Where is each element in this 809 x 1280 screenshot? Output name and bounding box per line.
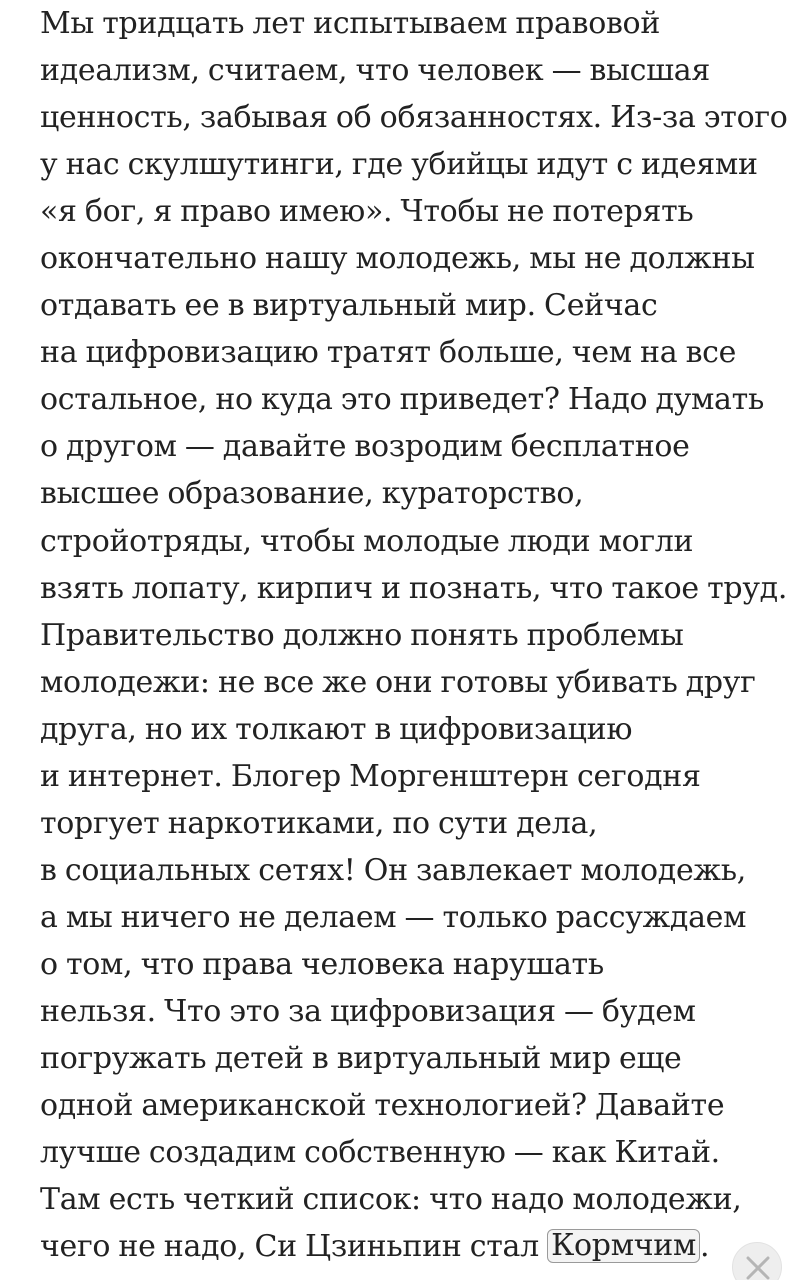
text-line: у нас скулшутинги, где убийцы идут с идеями — [40, 147, 758, 183]
last-text-line — [40, 1223, 800, 1270]
text-line: и интернет. Блогер Моргенштерн сегодня — [40, 758, 701, 794]
text-line: стройотряды, чтобы молодые люди могли — [40, 523, 694, 559]
text-line: друга, но их толкают в цифровизацию — [40, 711, 633, 747]
text-line: нельзя. Что это за цифровизация — будем — [40, 993, 696, 1029]
close-icon — [745, 1255, 771, 1280]
text-line: Мы тридцать лет испытываем правовой — [40, 6, 661, 41]
text-line: торгует наркотиками, по сути дела, — [40, 805, 598, 841]
text-line: Там есть четкий список: что надо молодежи, — [40, 1182, 742, 1218]
last-line-suffix: . — [700, 1229, 710, 1265]
highlighted-word[interactable]: Кормчим — [547, 1229, 700, 1263]
text-line: отдавать ее в виртуальный мир. Сейчас — [40, 288, 658, 324]
text-line: остальное, но куда это приведет? Надо думать — [40, 382, 764, 418]
text-line: ценность, забывая об обязанностях. Из-за этого — [40, 100, 788, 136]
text-line: молодежи: не все же они готовы убивать друг — [40, 664, 756, 700]
text-line: «я бог, я право имею». Чтобы не потерять — [40, 194, 694, 230]
text-line: идеализм, считаем, что человек — высшая — [40, 53, 710, 89]
article-text — [40, 0, 800, 1270]
text-line: окончательно нашу молодежь, мы не должны — [40, 241, 755, 277]
text-line: лучше создадим собственную — как Китай. — [40, 1135, 720, 1171]
text-line: в социальных сетях! Он завлекает молодежь, — [40, 852, 746, 888]
text-line: высшее образование, кураторство, — [40, 476, 584, 512]
text-line: взять лопату, кирпич и познать, что такое труд. — [40, 570, 788, 606]
text-line: а мы ничего не делаем — только рассуждаем — [40, 899, 747, 935]
text-line: Правительство должно понять проблемы — [40, 617, 684, 653]
text-line: одной американской технологией? Давайте — [40, 1088, 725, 1124]
last-line-prefix: чего не надо, Си Цзиньпин стал — [40, 1229, 548, 1265]
text-line: на цифровизацию тратят больше, чем на все — [40, 335, 737, 371]
text-line: о другом — давайте возродим бесплатное — [40, 429, 690, 465]
text-line: погружать детей в виртуальный мир еще — [40, 1041, 682, 1077]
text-line: о том, что права человека нарушать — [40, 946, 604, 982]
